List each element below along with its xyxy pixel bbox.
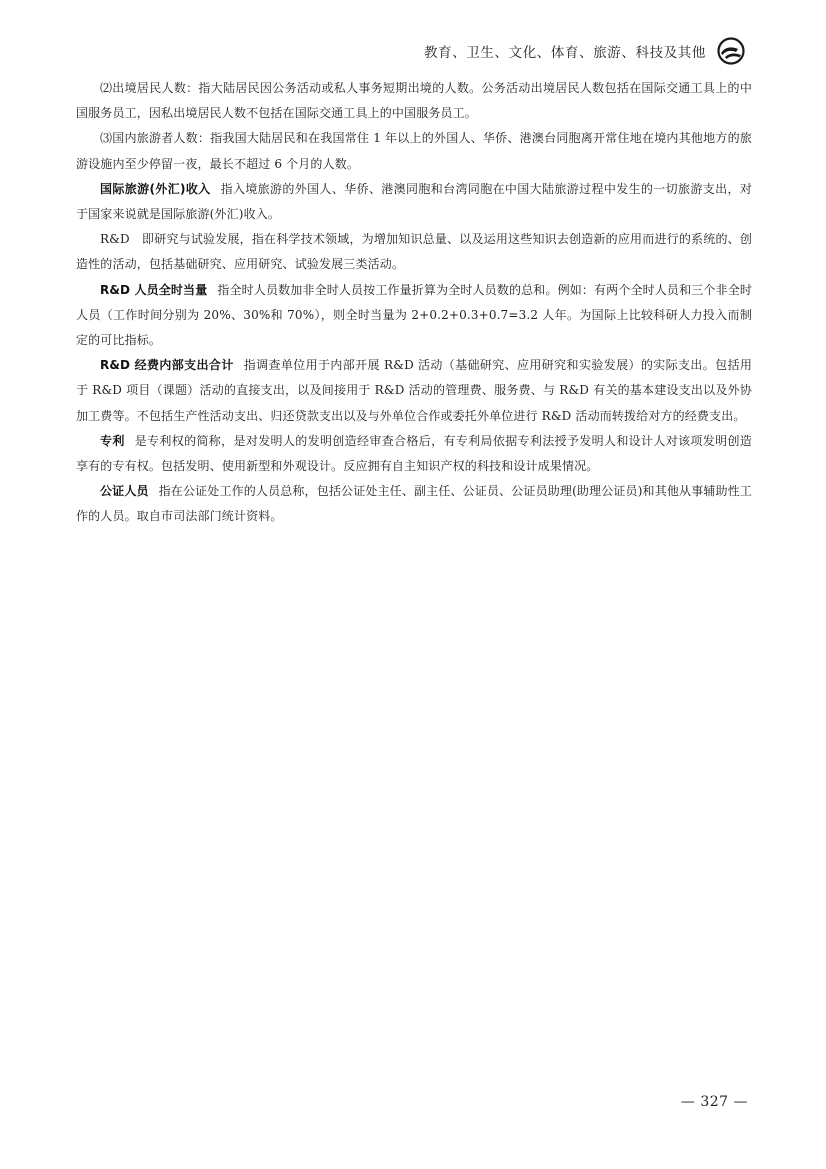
paragraph-text: ⑶国内旅游者人数：指我国大陆居民和在我国常住 1 年以上的外国人、华侨、港澳台同胞离开常住地在境内其他地方的旅游设施内至少停留一夜，最长不超过 6 个月的人数。 <box>76 131 752 171</box>
term-heading: R&D 人员全时当量 <box>100 282 208 297</box>
paragraph-notary-staff <box>76 479 752 529</box>
paragraph-rd-expenditure <box>76 353 752 429</box>
paragraph-text: 指调查单位用于内部开展 R&D 活动（基础研究、应用研究和实验发展）的实际支出。包括用于 R&D 项目（课题）活动的直接支出，以及间接用于 R&D 活动的管理费、服务费、与 R&D 有关的基本建设支出以及外协加工费等。不包括生产性活动支出、归还贷款支出以及与外单位合作或委托外单位进行 R&D 活动而转拨给对方的经费支出。 <box>76 358 752 423</box>
paragraph-outbound-residents <box>76 76 752 126</box>
paragraph-text: 指入境旅游的外国人、华侨、港澳同胞和台湾同胞在中国大陆旅游过程中发生的一切旅游支出，对于国家来说就是国际旅游(外汇)收入。 <box>76 181 752 222</box>
book-circle-logo-icon <box>716 36 746 66</box>
document-body <box>76 76 752 530</box>
page-number: — 327 — <box>680 1094 748 1110</box>
paragraph-domestic-tourists <box>76 126 752 176</box>
paragraph-text: 指全时人员数加非全时人员按工作量折算为全时人员数的总和。例如：有两个全时人员和三个非全时人员（工作时间分别为 20%、30%和 70%），则全时当量为 2+0.2+0.3+0.7=3.2 人年。为国际上比较科研人力投入而制定的可比指标。 <box>76 282 752 348</box>
section-title: 教育、卫生、文化、体育、旅游、科技及其他 <box>424 45 706 61</box>
paragraph-rd <box>76 227 752 277</box>
paragraph-patent <box>76 429 752 479</box>
paragraph-text: ⑵出境居民人数：指大陆居民因公务活动或私人事务短期出境的人数。公务活动出境居民人数包括在国际交通工具上的中国服务员工，因私出境居民人数不包括在国际交通工具上的中国服务员工。 <box>76 81 752 121</box>
paragraph-text: 指在公证处工作的人员总称，包括公证处主任、副主任、公证员、公证员助理(助理公证员)和其他从事辅助性工作的人员。取自市司法部门统计资料。 <box>76 484 752 524</box>
term-heading: 公证人员 <box>100 484 149 499</box>
paragraph-rd-fte <box>76 278 752 354</box>
paragraph-text: R&D 即研究与试验发展，指在科学技术领域，为增加知识总量、以及运用这些知识去创造新的应用而进行的系统的、创造性的活动，包括基础研究、应用研究、试验发展三类活动。 <box>76 232 752 272</box>
term-heading: R&D 经费内部支出合计 <box>100 358 234 373</box>
term-heading: 专利 <box>100 433 125 448</box>
paragraph-international-tourism-income <box>76 177 752 227</box>
paragraph-text: 是专利权的简称，是对发明人的发明创造经审查合格后，有专利局依据专利法授予发明人和设计人对该项发明创造享有的专有权。包括发明、使用新型和外观设计。反应拥有自主知识产权的科技和设计成果情况。 <box>76 433 752 474</box>
term-heading: 国际旅游(外汇)收入 <box>100 181 211 196</box>
running-header <box>424 34 746 68</box>
